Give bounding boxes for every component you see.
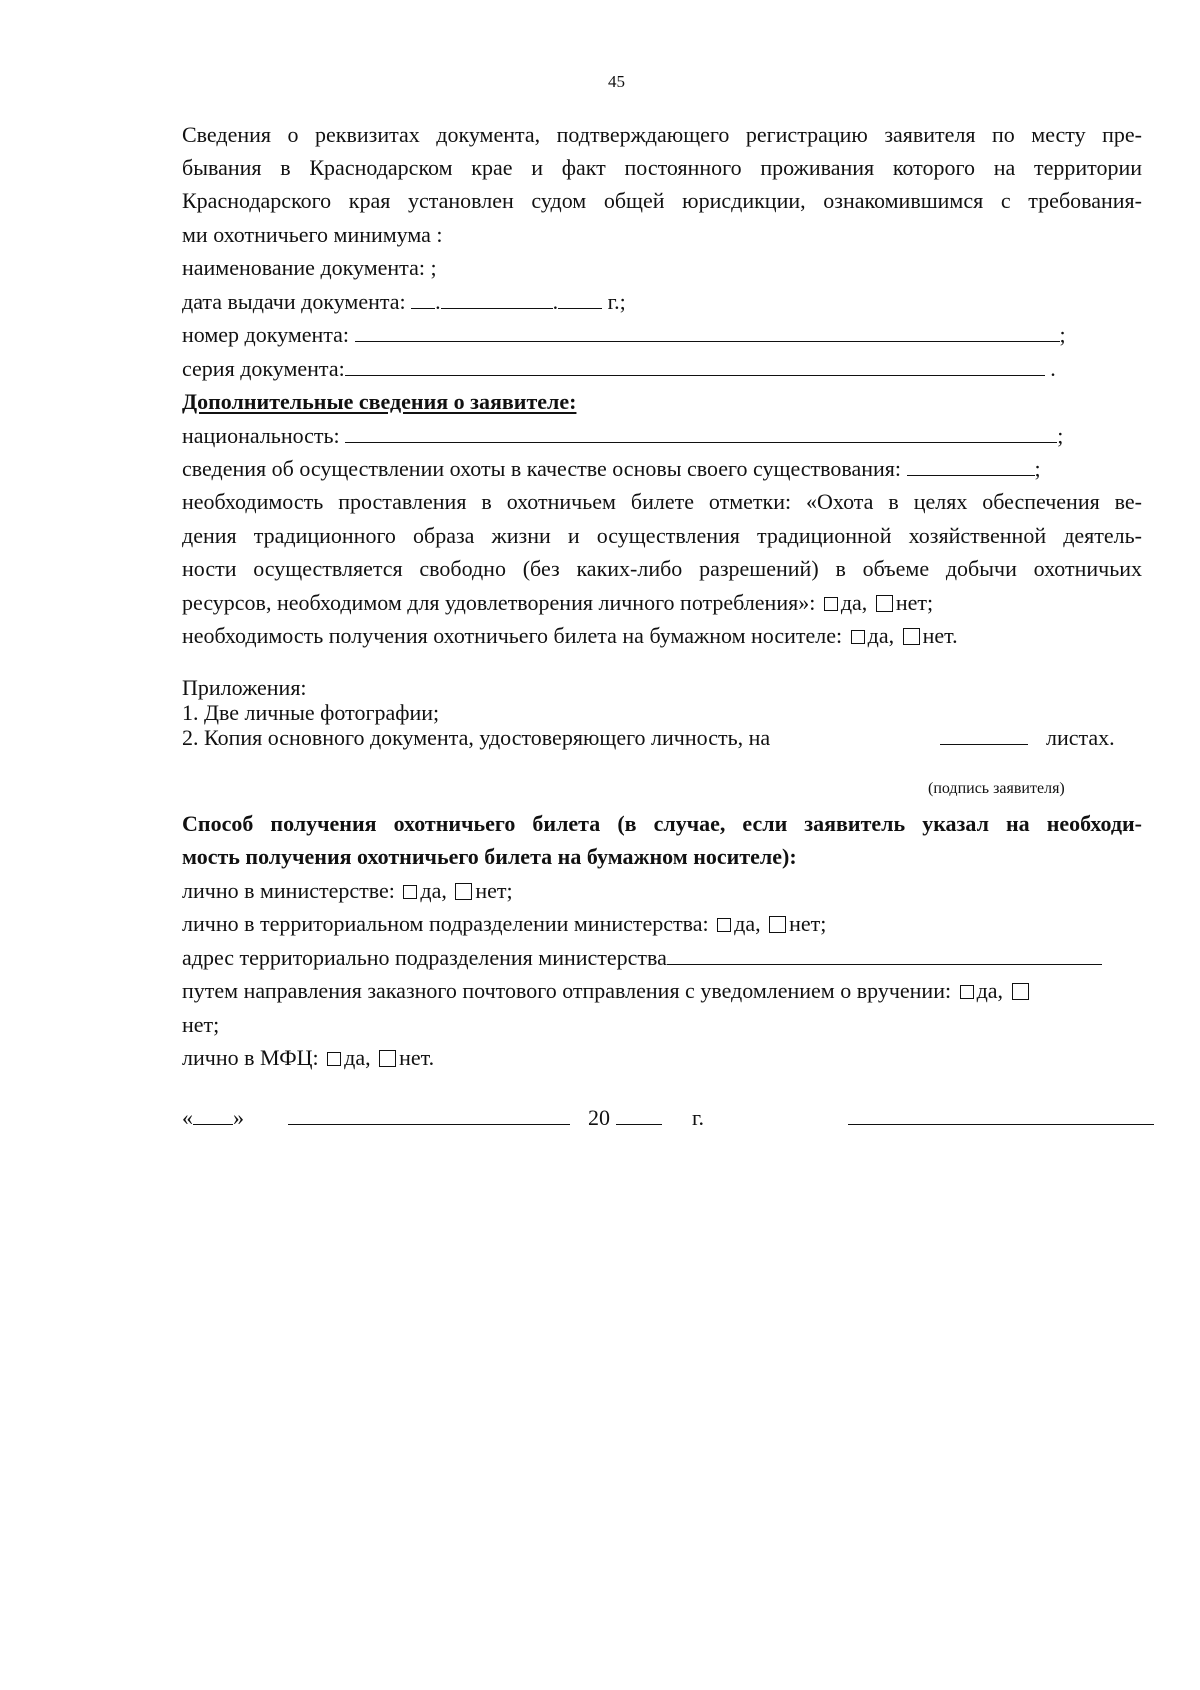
hunting-basis-field[interactable] bbox=[182, 455, 1041, 483]
ministry-label: лично в министерстве: bbox=[182, 878, 395, 903]
nationality-field[interactable] bbox=[182, 422, 1063, 450]
attachment-item-2: 2. Копия основного документа, удостоверяющего личность, на bbox=[182, 725, 771, 750]
doc-series-blank[interactable] bbox=[345, 355, 1045, 376]
checkbox-icon[interactable] bbox=[903, 628, 920, 645]
checkbox-icon[interactable] bbox=[824, 597, 838, 611]
hunting-basis-blank[interactable] bbox=[907, 455, 1035, 476]
territorial-label: лично в территориальном подразделении министерства: bbox=[182, 911, 709, 936]
section1-line-4: ми охотничьего минимума : bbox=[182, 222, 443, 247]
mail-label: путем направления заказного почтового отправления с уведомлением о вручении: bbox=[182, 978, 952, 1003]
day-open-quote: « bbox=[182, 1105, 193, 1130]
doc-series-end: . bbox=[1050, 356, 1056, 381]
mark-last-line: ресурсов, необходимом для удовлетворения личного потребления»: bbox=[182, 590, 816, 615]
checkbox-icon[interactable] bbox=[403, 885, 417, 899]
paper-ticket-line bbox=[182, 622, 958, 650]
doc-series-field[interactable] bbox=[182, 355, 1056, 383]
nationality-label: национальность: bbox=[182, 423, 340, 448]
mark-line-1: необходимость проставления в охотничьем билете отметки: «Охота в целях обеспечения ве- bbox=[182, 489, 1142, 514]
checkbox-icon[interactable] bbox=[379, 1050, 396, 1067]
no-label: нет; bbox=[895, 590, 934, 615]
month-blank[interactable] bbox=[288, 1104, 570, 1125]
attachments-title: Приложения: bbox=[182, 675, 307, 700]
yes-label: да, bbox=[344, 1045, 371, 1070]
doc-name-label: наименование документа: ; bbox=[182, 255, 437, 280]
yes-label: да, bbox=[420, 878, 447, 903]
signature-blank[interactable] bbox=[848, 1104, 1154, 1125]
doc-series-label: серия документа: bbox=[182, 356, 345, 381]
issue-date-separator: . bbox=[552, 289, 559, 314]
signature-caption: (подпись заявителя) bbox=[928, 780, 1065, 797]
pages-suffix: листах. bbox=[1046, 725, 1115, 750]
issue-year-blank[interactable] bbox=[558, 288, 602, 309]
delivery-heading-line-2: мость получения охотничьего билета на бумажном носителе): bbox=[182, 844, 797, 869]
address-blank[interactable] bbox=[667, 944, 1102, 965]
signature-field[interactable] bbox=[848, 1104, 1154, 1132]
issue-date-separator: . bbox=[435, 289, 441, 314]
checkbox-icon[interactable] bbox=[327, 1052, 341, 1066]
additional-heading: Дополнительные сведения о заявителе: bbox=[182, 389, 577, 414]
no-label: нет; bbox=[789, 911, 827, 936]
yes-label: да, bbox=[867, 623, 895, 648]
no-label: нет. bbox=[922, 623, 958, 648]
mail-line bbox=[182, 977, 1032, 1005]
section1-line-1: Сведения о реквизитах документа, подтверждающего регистрацию заявителя по месту пре- bbox=[182, 122, 1142, 147]
paper-ticket-label: необходимость получения охотничьего билета на бумажном носителе: bbox=[182, 623, 843, 648]
attachment-item-1: 1. Две личные фотографии; bbox=[182, 700, 440, 725]
mark-line-4 bbox=[182, 589, 933, 617]
doc-number-end: ; bbox=[1059, 322, 1066, 347]
ministry-line bbox=[182, 877, 513, 905]
issue-date-suffix: г.; bbox=[607, 289, 626, 314]
no-label: нет; bbox=[475, 878, 513, 903]
hunting-basis-label: сведения об осуществлении охоты в качестве основы своего существования: bbox=[182, 456, 902, 481]
nationality-end: ; bbox=[1057, 423, 1064, 448]
month-field[interactable] bbox=[288, 1104, 570, 1132]
section1-line-2: бывания в Краснодарском крае и факт постоянного проживания которого на территории bbox=[182, 155, 1142, 180]
delivery-heading-line-1: Способ получения охотничьего билета (в случае, если заявитель указал на необходи- bbox=[182, 811, 1142, 836]
checkbox-icon[interactable] bbox=[960, 985, 974, 999]
year-blank[interactable] bbox=[616, 1104, 662, 1125]
day-blank[interactable] bbox=[193, 1104, 233, 1125]
day-close-quote: » bbox=[233, 1105, 244, 1130]
mail-no-label: нет; bbox=[182, 1012, 220, 1037]
hunting-basis-end: ; bbox=[1034, 456, 1041, 481]
mfc-label: лично в МФЦ: bbox=[182, 1045, 319, 1070]
section1-line-3: Краснодарского края установлен судом общей юрисдикции, ознакомившимся с требования- bbox=[182, 188, 1142, 213]
yes-label: да, bbox=[734, 911, 761, 936]
year-suffix: г. bbox=[692, 1105, 705, 1130]
page-number: 45 bbox=[608, 72, 625, 91]
checkbox-icon[interactable] bbox=[769, 916, 786, 933]
date-line bbox=[182, 1104, 244, 1132]
checkbox-icon[interactable] bbox=[717, 918, 731, 932]
issue-month-blank[interactable] bbox=[441, 288, 553, 309]
mfc-line bbox=[182, 1044, 434, 1072]
issue-date-field[interactable] bbox=[182, 288, 626, 316]
doc-number-blank[interactable] bbox=[355, 321, 1060, 342]
pages-count-field[interactable] bbox=[940, 725, 1028, 750]
pages-count-blank[interactable] bbox=[940, 726, 1028, 745]
doc-number-field[interactable] bbox=[182, 321, 1066, 349]
checkbox-icon[interactable] bbox=[1012, 983, 1029, 1000]
yes-label: да, bbox=[976, 978, 1004, 1003]
address-label: адрес территориально подразделения министерства bbox=[182, 945, 667, 970]
issue-day-blank[interactable] bbox=[411, 288, 435, 309]
nationality-blank[interactable] bbox=[345, 422, 1057, 443]
year-century: 20 bbox=[588, 1105, 610, 1130]
territorial-line bbox=[182, 910, 826, 938]
checkbox-icon[interactable] bbox=[851, 630, 865, 644]
year-field bbox=[588, 1104, 662, 1132]
no-label: нет. bbox=[399, 1045, 435, 1070]
address-field[interactable] bbox=[182, 944, 1102, 972]
mark-line-3: ности осуществляется свободно (без каких-либо разрешений) в объеме добычи охотничьих bbox=[182, 556, 1142, 581]
checkbox-icon[interactable] bbox=[876, 595, 893, 612]
yes-label: да, bbox=[840, 590, 868, 615]
doc-number-label: номер документа: bbox=[182, 322, 350, 347]
mark-line-2: дения традиционного образа жизни и осуществления традиционной хозяйственной деятель- bbox=[182, 523, 1142, 548]
issue-date-label: дата выдачи документа: bbox=[182, 289, 406, 314]
checkbox-icon[interactable] bbox=[455, 883, 472, 900]
